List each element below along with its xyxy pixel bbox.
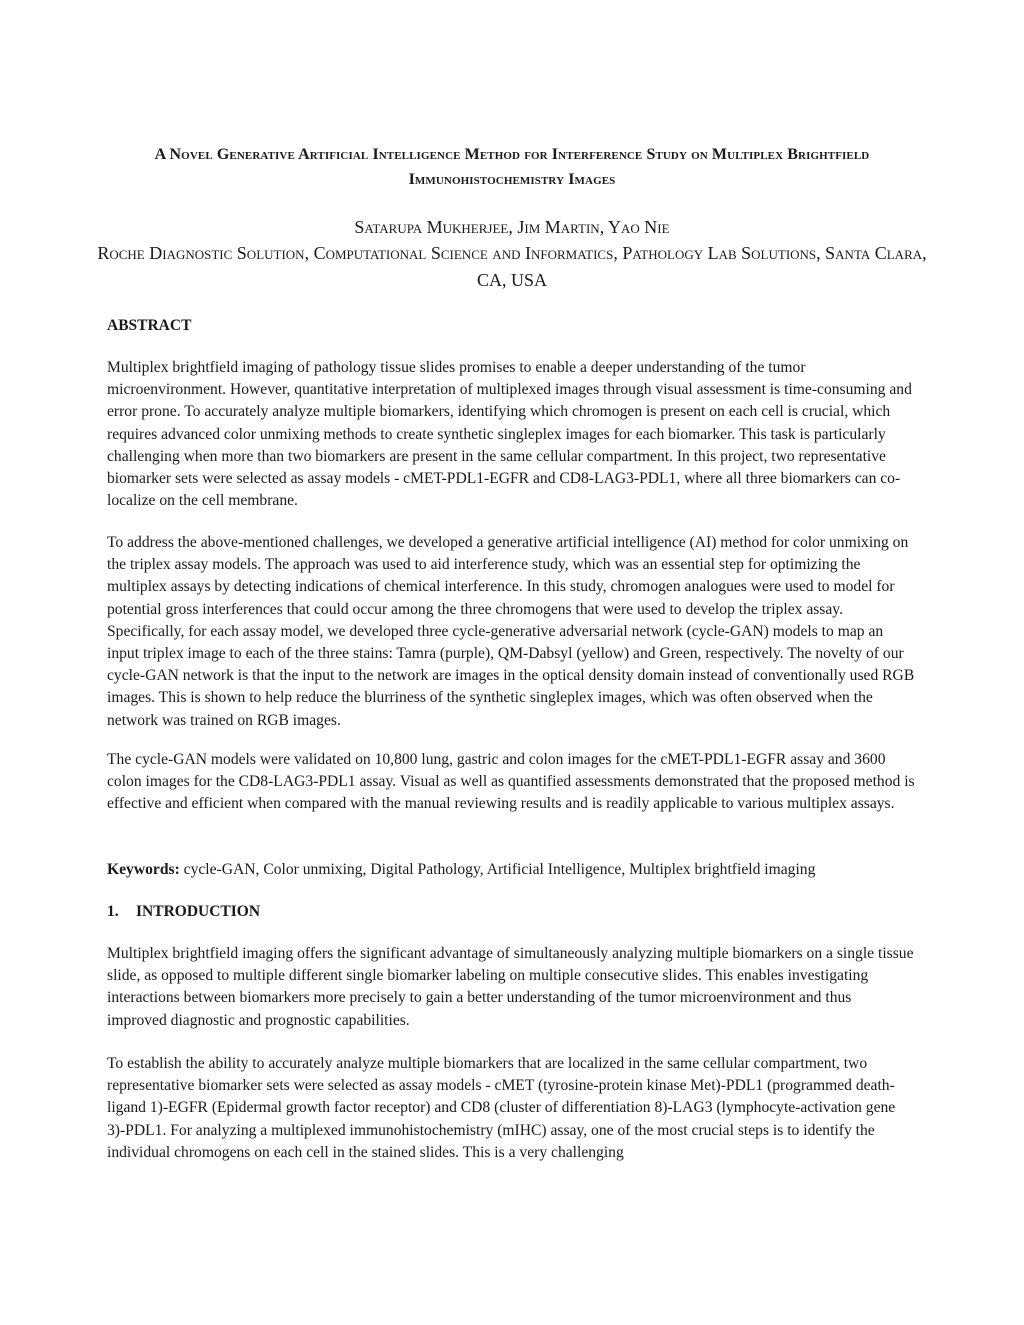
author-affiliation: Roche Diagnostic Solution, Computational Science and Informatics, Pathology Lab Solutions, Santa Clara, CA, USA <box>97 243 927 290</box>
introduction-paragraph-2: To establish the ability to accurately analyze multiple biomarkers that are localized in the same cellular compartment, two representative biomarker sets were selected as assay models - cMET (tyrosine-protein kinase Met)-PDL1 (programmed death-ligand 1)-EGFR (Epidermal growth factor receptor) and CD8 (cluster of differentiation 8)-LAG3 (lymphocyte-activation gene 3)-PDL1. For analyzing a multiplexed immunohistochemistry (mIHC) assay, one of the most crucial steps is to identify the individual chromogens on each cell in the stained slides. This is a very challenging <box>107 1055 896 1161</box>
introduction-heading <box>107 901 260 923</box>
abstract-paragraph-1: Multiplex brightfield imaging of pathology tissue slides promises to enable a deeper understanding of the tumor microenvironment. However, quantitative interpretation of multiplexed images through visual assessment is time-consuming and error prone. To accurately analyze multiple biomarkers, identifying which chromogen is present on each cell is crucial, which requires advanced color unmixing methods to create synthetic singleplex images for each biomarker. This task is particularly challenging when more than two biomarkers are present in the same cellular compartment. In this project, two representative biomarker sets were selected as assay models - cMET-PDL1-EGFR and CD8-LAG3-PDL1, where all three biomarkers can co-localize on the cell membrane. <box>107 359 912 510</box>
abstract-paragraph-2: To address the above-mentioned challenges, we developed a generative artificial intelligence (AI) method for color unmixing on the triplex assay models. The approach was used to aid interference study, which was an essential step for optimizing the multiplex assays by detecting indications of chemical interference. In this study, chromogen analogues were used to model for potential gross interferences that could occur among the three chromogens that were used to develop the triplex assay. Specifically, for each assay model, we developed three cycle-generative adversarial network (cycle-GAN) models to map an input triplex image to each of the three stains: Tamra (purple), QM-Dabsyl (yellow) and Green, respectively. The novelty of our cycle-GAN network is that the input to the network are images in the optical density domain instead of conventionally used RGB images. This is shown to help reduce the blurriness of the synthetic singleplex images, which was often observed when the network was trained on RGB images. <box>107 534 915 729</box>
abstract-heading: ABSTRACT <box>107 317 192 334</box>
section-title: INTRODUCTION <box>136 903 261 920</box>
keywords-text: cycle-GAN, Color unmixing, Digital Pathology, Artificial Intelligence, Multiplex brightfield imaging <box>179 861 816 878</box>
abstract-paragraph-3: The cycle-GAN models were validated on 10,800 lung, gastric and colon images for the cMET-PDL1-EGFR assay and 3600 colon images for the CD8-LAG3-PDL1 assay. Visual as well as quantified assessments demonstrated that the proposed method is effective and efficient when compared with the manual reviewing results and is readily applicable to various multiplex assays. <box>107 751 915 813</box>
author-list: Satarupa Mukherjee, Jim Martin, Yao Nie <box>354 217 670 237</box>
keywords-label: Keywords: <box>107 861 180 878</box>
keywords-line <box>107 859 915 881</box>
section-number: 1. <box>107 903 119 920</box>
paper-title: A Novel Generative Artificial Intelligence Method for Interference Study on Multiplex Brightfield Immunohistochemistry Images <box>154 146 870 188</box>
introduction-paragraph-1: Multiplex brightfield imaging offers the significant advantage of simultaneously analyzing multiple biomarkers on a single tissue slide, as opposed to multiple different single biomarker labeling on multiple consecutive slides. This enables investigating interactions between biomarkers more precisely to gain a better understanding of the tumor microenvironment and thus improved diagnostic and prognostic capabilities. <box>107 945 914 1029</box>
